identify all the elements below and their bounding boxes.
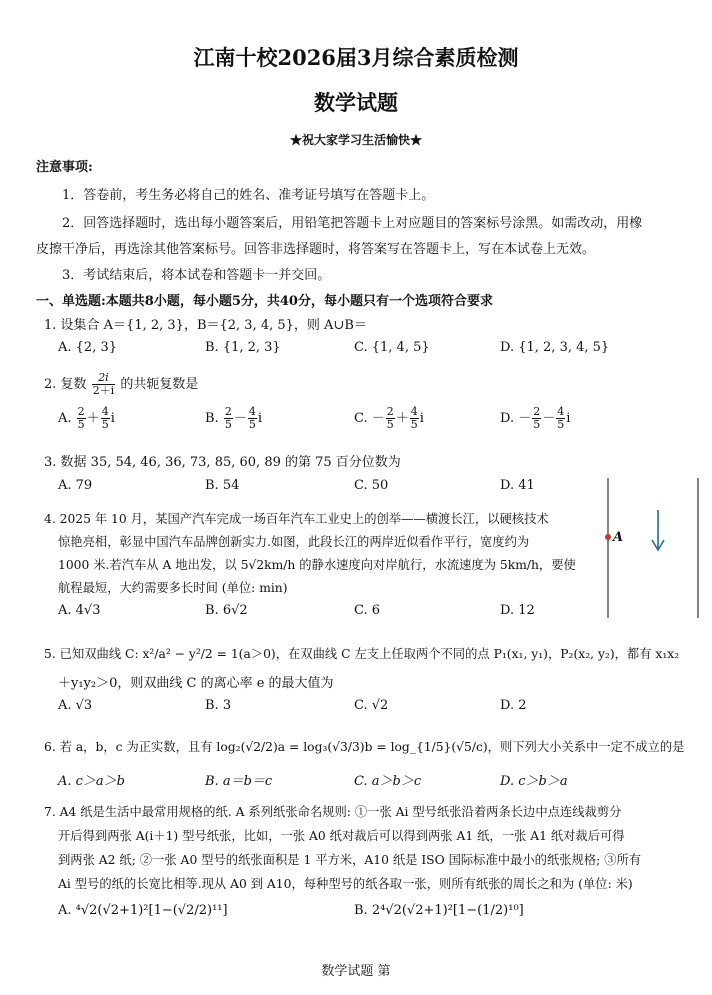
q3-stem: 3. 数据 35, 54, 46, 36, 73, 85, 60, 89 的第 75 百分位数为: [44, 455, 401, 470]
q5-option-a: A. √3: [58, 698, 93, 713]
q5-line2: ＋y₁y₂＞0，则双曲线 C 的离心率 e 的最大值为: [58, 676, 334, 691]
q2-option-c: C. － $\frac{2}{5}$ ＋ $\frac{4}{5}$ i: [354, 405, 424, 431]
q4-option-d: D. 12: [500, 603, 535, 618]
q4-option-a: A. 4√3: [58, 603, 101, 618]
q7-option-b: B. 2⁴√2(√2+1)²[1−(1/2)¹⁰]: [354, 903, 524, 918]
q2-prefix: 2. 复数: [44, 377, 87, 392]
q2-option-a-label: A.: [58, 411, 72, 426]
q1-stem: 1. 设集合 A＝{1, 2, 3}，B＝{2, 3, 4, 5}，则 A∪B＝: [44, 318, 367, 333]
q2-option-b: B. $\frac{2}{5}$ － $\frac{4}{5}$ i: [205, 405, 263, 431]
q6-option-d: D. c＞b＞a: [500, 774, 568, 789]
q4-line: 惊艳亮相，彰显中国汽车品牌创新实力.如图，此段长江的两岸近似看作平行，宽度约为: [58, 535, 530, 549]
q5-option-d: D. 2: [500, 698, 527, 713]
q4-line: 4. 2025 年 10 月，某国产汽车完成一场百年汽车工业史上的创举——横渡长江，以硬核技术: [44, 512, 549, 526]
q5-line1: 5. 已知双曲线 C: x²/a² − y²/2 = 1(a＞0)，在双曲线 C 左支上任取两个不同的点 P₁(x₁, y₁)，P₂(x₂, y₂)，都有 x₁x₂: [44, 647, 680, 661]
point-a: [605, 534, 611, 540]
note-item: 皮擦干净后，再选涂其他答案标号。回答非选择题时，将答案写在答题卡上，写在本试卷上无效。: [36, 242, 596, 257]
q6-option-b: B. a＝b＝c: [205, 774, 273, 789]
exam-title: 江南十校2026届3月综合素质检测: [193, 45, 519, 70]
note-item: 3．考试结束后，将本试卷和答题卡一并交回。: [62, 268, 331, 283]
q3-option-b: B. 54: [205, 478, 240, 493]
q7-line: Ai 型号的纸的长宽比相等.现从 A0 到 A10，每种型号的纸各取一张，则所有纸张的周长之和为 (单位: 米): [58, 877, 633, 891]
q5-option-c: C. √2: [354, 698, 389, 713]
note-item: 1．答卷前，考生务必将自己的姓名、准考证号填写在答题卡上。: [62, 188, 435, 203]
q2-option-c-label: C.: [354, 411, 368, 426]
q1-option-c: C. {1, 4, 5}: [354, 340, 430, 355]
q2-suffix: 的共轭复数是: [120, 377, 199, 392]
notes-heading: 注意事项:: [36, 160, 93, 175]
motto: ★祝大家学习生活愉快★: [289, 133, 422, 147]
q2-stem: [44, 372, 198, 397]
q4-line: 航程最短，大约需要多长时间 (单位: min): [58, 581, 288, 595]
q3-option-a: A. 79: [58, 478, 93, 493]
q7-option-a: A. ⁴√2(√2+1)²[1−(√2/2)¹¹]: [58, 903, 228, 918]
q4-line: 1000 米.若汽车从 A 地出发，以 5√2km/h 的静水速度向对岸航行，水流速度为 5km/h，要使: [58, 558, 576, 572]
q1-option-b: B. {1, 2, 3}: [205, 340, 281, 355]
river-figure: [598, 474, 708, 620]
q7-line: 7. A4 纸是生活中最常用规格的纸. A 系列纸张命名规则: ①一张 Ai 型号纸张沿着两条长边中点连线裁剪分: [44, 805, 622, 819]
q3-option-d: D. 41: [500, 478, 535, 493]
q5-option-b: B. 3: [205, 698, 232, 713]
exam-subtitle: 数学试题: [314, 90, 398, 115]
q2-option-a: A. $\frac{2}{5}$ ＋ $\frac{4}{5}$ i: [58, 405, 115, 431]
q7-line: 到两张 A2 纸; ②一张 A0 型号的纸张面积是 1 平方米，A10 纸是 ISO 国际标准中最小的纸张规格; ③所有: [58, 853, 642, 867]
q6-stem: 6. 若 a，b，c 为正实数，且有 log₂(√2/2)a = log₃(√3/3)b = log_{1/5}(√5/c)，则下列大小关系中一定不成立的是: [44, 740, 685, 754]
section-heading: 一、单选题:本题共8小题，每小题5分，共40分，每小题只有一个选项符合要求: [36, 294, 493, 309]
q2-option-d: D. － $\frac{2}{5}$ － $\frac{4}{5}$ i: [500, 405, 571, 431]
q2-denominator: 2＋i: [92, 384, 115, 397]
q2-numerator: 2i: [92, 372, 116, 385]
q4-option-c: C. 6: [354, 603, 381, 618]
q6-option-a: A. c＞a＞b: [58, 774, 126, 789]
q6-option-c: C. a＞b＞c: [354, 774, 422, 789]
q2-option-d-label: D.: [500, 411, 515, 426]
q4-option-b: B. 6√2: [205, 603, 248, 618]
q2-option-b-label: B.: [205, 411, 219, 426]
page-footer: 数学试题 第: [321, 964, 391, 979]
q1-option-a: A. {2, 3}: [58, 340, 118, 355]
note-item: 2．回答选择题时，选出每小题答案后，用铅笔把答题卡上对应题目的答案标号涂黑。如需改动，用橡: [62, 216, 643, 231]
q7-line: 开后得到两张 A(i＋1) 型号纸张，比如，一张 A0 纸对裁后可以得到两张 A1 纸，一张 A1 纸对裁后可得: [58, 829, 625, 843]
point-a-label: A: [613, 530, 624, 545]
q2-fraction: [92, 372, 116, 397]
q3-option-c: C. 50: [354, 478, 389, 493]
q1-option-d: D. {1, 2, 3, 4, 5}: [500, 340, 610, 355]
